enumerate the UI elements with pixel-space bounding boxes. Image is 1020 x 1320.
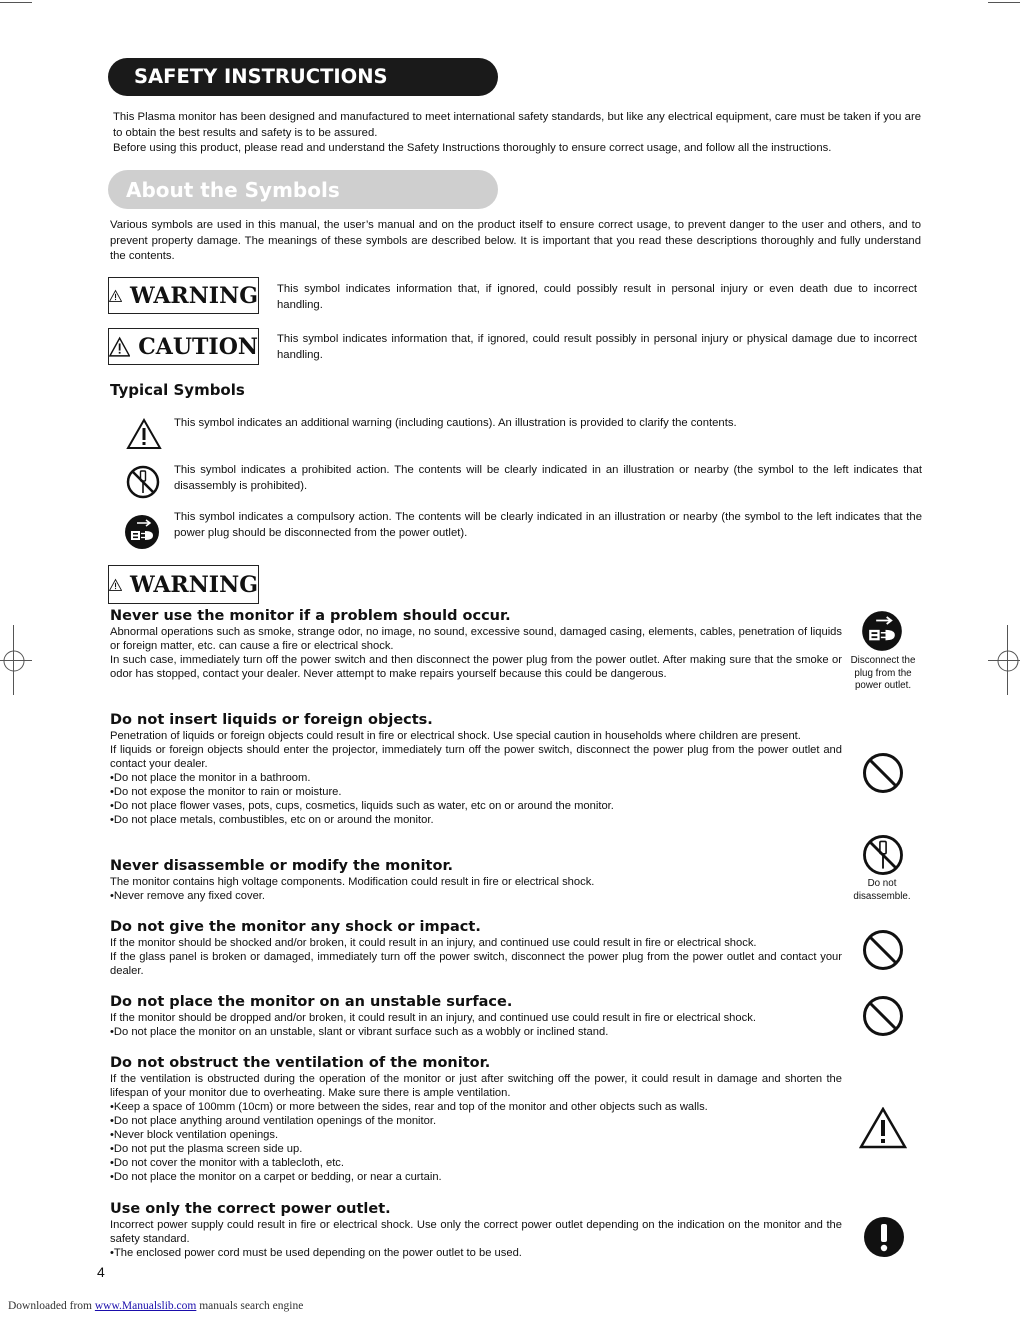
section-para: Incorrect power supply could result in fire or electrical shock. Use only the correct power outlet depending on the indication on the monitor and the safety standard. <box>110 1219 842 1245</box>
section-para: Abnormal operations such as smoke, strange odor, no image, no sound, excessive sound, damaged casing, elements, cables, penetration of liquids or foreign matter, etc. can cause a fire or electrical shock. <box>110 626 842 652</box>
section-problem <box>110 608 842 681</box>
section-ventilation <box>110 1055 842 1184</box>
section-para: If the monitor should be dropped and/or broken, it could result in an injury, and continued use could result in fire or electrical shock. <box>110 1012 756 1024</box>
unplug-icon <box>861 610 903 652</box>
intro-para: Before using this product, please read and understand the Safety Instructions thoroughly to ensure correct usage, and follow all the instructions. <box>113 142 832 154</box>
section-unstable <box>110 994 842 1039</box>
section-heading: Never disassemble or modify the monitor. <box>110 858 454 874</box>
safety-instructions-banner <box>108 58 498 96</box>
typical-symbols-title: Typical Symbols <box>110 381 245 399</box>
footer-link[interactable]: www.Manualslib.com <box>94 1300 197 1312</box>
section-heading: Do not insert liquids or foreign objects. <box>110 712 433 728</box>
section-liquids <box>110 712 842 827</box>
mandatory-action-icon <box>863 1216 905 1258</box>
prohibited-icon <box>862 929 904 971</box>
section-bullet: • Do not place the monitor on an unstable, slant or vibrant surface such as a wobbly or inclined stand. <box>110 1025 842 1039</box>
section-shock <box>110 919 842 978</box>
prohibited-icon <box>862 752 904 794</box>
disconnect-caption: Disconnect the plug from the power outlet. <box>850 655 916 691</box>
registration-mark-right <box>996 649 1020 673</box>
warning-triangle-icon <box>109 574 122 596</box>
section-bullet: • Do not place metals, combustibles, etc on or around the monitor. <box>110 813 842 827</box>
warning-section-label: WARNING <box>130 571 258 598</box>
section-heading: Use only the correct power outlet. <box>110 1201 391 1217</box>
no-disassembly-icon <box>126 465 160 499</box>
section-para: If the glass panel is broken or damaged, immediately turn off the power switch, disconnect the power plug from the power outlet and contact your dealer. <box>110 951 842 977</box>
section-bullet: • Do not place the monitor on a carpet or bedding, or near a curtain. <box>110 1170 842 1184</box>
warning-triangle-icon <box>109 285 122 307</box>
warning-triangle-icon <box>109 336 130 358</box>
section-bullet: • The enclosed power cord must be used depending on the power outlet to be used. <box>110 1246 842 1260</box>
prohibited-icon <box>862 995 904 1037</box>
warning-label: WARNING <box>130 282 258 309</box>
section-para: If liquids or foreign objects should enter the projector, immediately turn off the power switch, disconnect the power plug from the power outlet and contact your dealer. <box>110 744 842 770</box>
crop-mark <box>988 2 1020 3</box>
section-disassemble <box>110 858 842 903</box>
intro-para: This Plasma monitor has been designed and manufactured to meet international safety standards, but like any electrical equipment, care must be taken if you are to obtain the best results and safety is to be assured. <box>113 111 921 139</box>
crop-mark <box>0 2 32 3</box>
section-bullet: • Do not place flower vases, pots, cups, cosmetics, liquids such as water, etc on or around the monitor. <box>110 799 842 813</box>
typical-prohibited-text: This symbol indicates a prohibited action. The contents will be clearly indicated in an illustration or nearby (the symbol to the left indicates that disassembly is prohibited). <box>174 464 922 492</box>
section-heading: Do not place the monitor on an unstable surface. <box>110 994 513 1010</box>
section-para: The monitor contains high voltage components. Modification could result in fire or electrical shock. <box>110 876 595 888</box>
section-bullet: • Never block ventilation openings. <box>110 1128 842 1142</box>
banner-title: SAFETY INSTRUCTIONS <box>134 65 388 88</box>
typical-warning-text: This symbol indicates an additional warning (including cautions). An illustration is provided to clarify the contents. <box>174 417 737 429</box>
section-heading: Never use the monitor if a problem should occur. <box>110 608 511 624</box>
footer-suffix: manuals search engine <box>199 1300 304 1312</box>
warning-section-box <box>108 565 259 604</box>
section-para: If the ventilation is obstructed during the operation of the monitor or just after switching off the power, it could result in damage and shorten the lifespan of your monitor due to overheating. Make sure there is ample ventilation. <box>110 1073 842 1099</box>
section-bullet: • Do not place the monitor in a bathroom. <box>110 771 842 785</box>
section-bullet: • Do not cover the monitor with a tablecloth, etc. <box>110 1156 842 1170</box>
section-bullet: • Do not expose the monitor to rain or moisture. <box>110 785 842 799</box>
caution-signal-box <box>108 328 259 365</box>
section-heading: Do not give the monitor any shock or impact. <box>110 919 481 935</box>
unplug-icon <box>124 514 160 550</box>
footer <box>8 1300 303 1312</box>
page-number: 4 <box>97 1264 105 1280</box>
section-para: In such case, immediately turn off the power switch and then disconnect the power plug from the power outlet. After making sure that the smoke or odor has stopped, contact your dealer. Never attempt to make repairs yourself because this could be dangerous. <box>110 654 842 680</box>
warning-signal-box <box>108 277 259 314</box>
section-para: If the monitor should be shocked and/or broken, it could result in an injury, and continued use could result in fire or electrical shock. <box>110 937 757 949</box>
typical-compulsory-text: This symbol indicates a compulsory action. The contents will be clearly indicated in an illustration or nearby (the symbol to the left indicates that the power plug should be disconnected from the power outlet). <box>174 511 922 539</box>
section-heading: Do not obstruct the ventilation of the monitor. <box>110 1055 491 1071</box>
caution-label: CAUTION <box>138 333 258 360</box>
about-symbols-title: About the Symbols <box>126 178 340 202</box>
no-disassemble-caption: Do not disassemble. <box>853 878 911 902</box>
registration-mark-left <box>2 649 26 673</box>
warning-triangle-icon <box>859 1107 907 1149</box>
footer-prefix: Downloaded from <box>8 1300 92 1312</box>
section-bullet: • Do not put the plasma screen side up. <box>110 1142 842 1156</box>
caution-description: This symbol indicates information that, if ignored, could result possibly in personal injury or physical damage due to incorrect handling. <box>277 333 917 361</box>
intro-text <box>113 110 921 157</box>
symbols-intro: Various symbols are used in this manual, the user’s manual and on the product itself to ensure correct usage, to prevent danger to the user and others, and to prevent property damage. The meanings of these symbols are described below. It is important that you read these descriptions thoroughly and fully understand the contents. <box>110 219 921 262</box>
no-disassembly-icon <box>862 834 904 876</box>
section-bullet: • Never remove any fixed cover. <box>110 889 842 903</box>
section-bullet: • Keep a space of 100mm (10cm) or more between the sides, rear and top of the monitor and other objects such as walls. <box>110 1100 842 1114</box>
warning-triangle-icon <box>126 418 162 450</box>
about-symbols-banner <box>108 170 498 209</box>
section-para: Penetration of liquids or foreign objects could result in fire or electrical shock. Use special caution in households where children are present. <box>110 730 801 742</box>
section-power-outlet <box>110 1201 842 1260</box>
section-bullet: • Do not place anything around ventilation openings of the monitor. <box>110 1114 842 1128</box>
warning-description: This symbol indicates information that, if ignored, could possibly result in personal injury or even death due to incorrect handling. <box>277 283 917 311</box>
